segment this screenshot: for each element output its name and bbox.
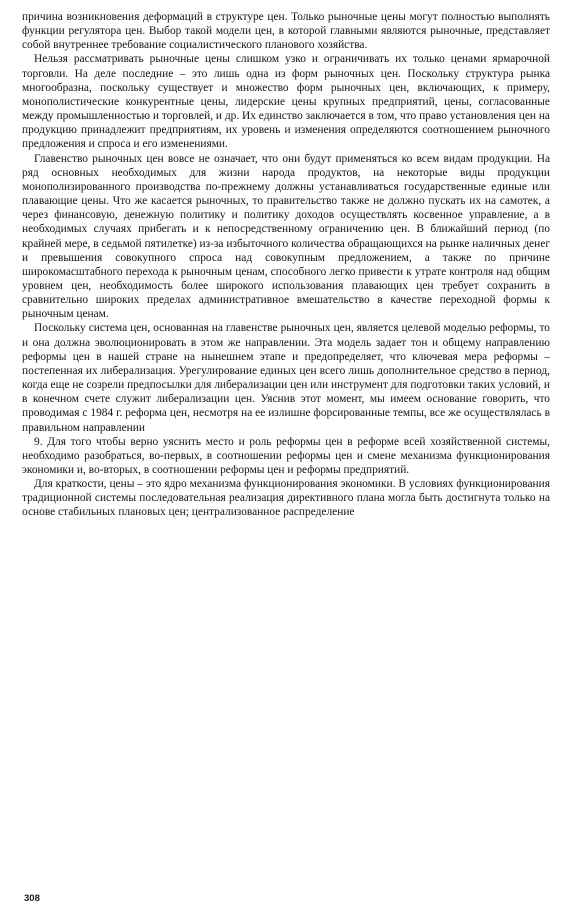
paragraph-4: Поскольку система цен, основанная на главенстве рыночных цен, является целевой моделью реформы, то и она должна эволюционировать в этом же направлении. Эта модель задает тон и общему направлению реформы цен в нашей стране на нынешнем этапе и предопределяет, что ключевая мера реформы – постепенная их либерализация. Урегулирование единых цен всего лишь дополнительное средство в период, когда еще не созрели предпосылки для либерализации цен или инструмент для подготовки таких условий, и в конечном счете служит либерализации цен. Уяснив этот момент, мы имеем основание говорить, что проводимая с 1984 г. реформа цен, несмотря на ее излишне форсированные темпы, все же осуществлялась в правильном направлении: [22, 322, 550, 434]
page-number: 308: [24, 893, 40, 904]
paragraph-1: причина возникновения деформаций в структуре цен. Только рыночные цены могут полностью выполнять функции регулятора цен. Выбор такой модели цен, в которой главными являются рыночные, представляет собой внутреннее требование социалистического планового хозяйства.: [22, 11, 550, 52]
paragraph-2: Нельзя рассматривать рыночные цены слишком узко и ограничивать их только ценами ярмарочной торговли. На деле последние – это лишь одна из форм рыночных цен. Поскольку структура рынка многообразна, поскольку существует и множество форм рыночных цен, включающих, к примеру, монополистические конкурентные цены, лидерские цены крупных предприятий, цены, согласованные между промышленностью и торговлей, и др. Их единство заключается в том, что право установления цен на продукцию принадлежит предприятиям, их уровень и изменения определяются соотношением рыночного предложения и спроса и его изменениями.: [22, 53, 550, 151]
paragraph-5: 9. Для того чтобы верно уяснить место и роль реформы цен в реформе всей хозяйственной системы, необходимо разобраться, во-первых, в соотношении реформы цен и смене механизма функционирования экономики и, во-вторых, в соотношении реформы цен и реформы предприятий.: [22, 435, 550, 476]
document-page: [22, 10, 550, 520]
paragraph-6: Для краткости, цены – это ядро механизма функционирования экономики. В условиях функционирования традиционной системы последовательная реализация директивного плана могла быть достигнута только на основе стабильных плановых цен; централизованное распределение: [22, 478, 550, 519]
paragraph-3: Главенство рыночных цен вовсе не означает, что они будут применяться ко всем видам продукции. На ряд основных необходимых для жизни народа продуктов, на некоторые виды продукции монополизированного производства по-прежнему должны устанавливаться государственные единые или плавающие цены. Что же касается рыночных, то правительство также не должно пускать их на самотек, а через финансовую, денежную политику и политику доходов осуществлять косвенное управление, а в необходимых случаях прибегать и к непосредственному ограничению цен. В ближайший период (по крайней мере, в седьмой пятилетке) из-за избыточного количества обращающихся на рынке наличных денег и превышения совокупного спроса над совокупным предложением, а также по причине широкомасштабного перехода к рыночным ценам, способного легко привести к утрате контроля над общим уровнем цен, необходимость более широкого использования плавающих цен требует сохранить в сравнительно широких пределах административное вмешательство в качестве переходной формы к рыночным ценам.: [22, 152, 550, 321]
